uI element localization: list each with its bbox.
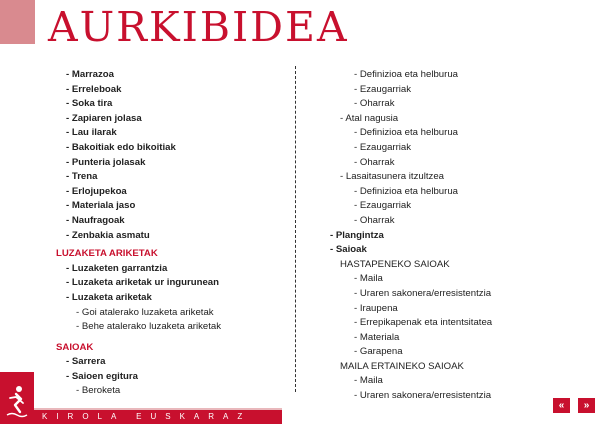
toc-item[interactable]: - Materiala jaso	[66, 200, 136, 212]
toc-item[interactable]: - Plangintza	[330, 229, 384, 241]
toc-subitem[interactable]: - Definizioa eta helburua	[354, 185, 458, 197]
toc-item[interactable]: - Luzaketen garrantzia	[66, 262, 168, 274]
next-page-button[interactable]: »	[578, 398, 595, 413]
toc-left-column	[56, 68, 286, 399]
toc-subitem[interactable]: - Definizioa eta helburua	[354, 127, 458, 139]
toc-item[interactable]: - Saioen egitura	[66, 370, 138, 382]
toc-item[interactable]: - Punteria jolasak	[66, 156, 146, 168]
toc-section-heading[interactable]: SAIOAK	[56, 341, 94, 353]
toc-section-heading[interactable]: LUZAKETA ARIKETAK	[56, 248, 158, 260]
toc-item[interactable]: - Sarrera	[66, 356, 106, 368]
toc-subitem[interactable]: - Iraupena	[354, 302, 398, 314]
toc-subitem[interactable]: - Lasaitasunera itzultzea	[340, 171, 444, 183]
toc-item[interactable]: - Saioak	[330, 244, 367, 256]
previous-page-button[interactable]: «	[553, 398, 570, 413]
toc-subitem[interactable]: - Ezaugarriak	[354, 141, 412, 153]
swimmer-logo-icon	[5, 384, 29, 418]
toc-item[interactable]: - Erlojupekoa	[66, 185, 127, 197]
toc-subitem[interactable]: - Ezaugarriak	[354, 200, 412, 212]
logo-box	[0, 372, 34, 422]
page-title: AURKIBIDEA	[48, 3, 349, 51]
toc-subitem[interactable]: - Definizioa eta helburua	[354, 69, 458, 80]
toc-subitem[interactable]: - Maila	[354, 375, 383, 387]
toc-item[interactable]: - Zapiaren jolasa	[66, 112, 142, 124]
toc-subitem[interactable]: - Behe atalerako luzaketa ariketak	[76, 321, 222, 333]
toc-item[interactable]: - Luzaketa ariketak	[66, 291, 152, 303]
toc-item[interactable]: - Lau ilarak	[66, 127, 117, 139]
toc-subitem[interactable]: - Maila	[354, 273, 383, 285]
toc-subheading[interactable]: HASTAPENEKO SAIOAK	[340, 258, 450, 270]
footer-text: KIROLA EUSKARAZ	[42, 412, 252, 421]
toc-subitem[interactable]: - Beroketa	[76, 385, 121, 397]
toc-subitem[interactable]: - Goi atalerako luzaketa ariketak	[76, 306, 214, 318]
toc-item[interactable]: - Luzaketa ariketak ur ingurunean	[66, 277, 220, 289]
toc-subitem[interactable]: - Oharrak	[354, 98, 395, 110]
toc-subitem[interactable]: - Oharrak	[354, 214, 395, 226]
toc-item[interactable]: - Zenbakia asmatu	[66, 229, 150, 241]
toc-item[interactable]: - Naufragoak	[66, 214, 125, 226]
toc-item[interactable]: - Bakoitiak edo bikoitiak	[66, 141, 176, 153]
toc-item[interactable]: - Soka tira	[66, 98, 113, 110]
toc-item[interactable]: - Trena	[66, 171, 98, 183]
toc-subitem[interactable]: - Ezaugarriak	[354, 83, 412, 95]
toc-subitem[interactable]: - Garapena	[354, 346, 403, 358]
toc-subheading[interactable]: MAILA ERTAINEKO SAIOAK	[340, 360, 464, 372]
toc-subitem[interactable]: - Atal nagusia	[340, 112, 399, 124]
header-color-block	[0, 0, 35, 44]
toc-item[interactable]: - Marrazoa	[66, 69, 114, 80]
toc-subitem[interactable]: - Uraren sakonera/erresistentzia	[354, 390, 492, 402]
toc-subitem[interactable]: - Materiala	[354, 331, 400, 343]
column-divider	[295, 66, 296, 392]
toc-subitem[interactable]: - Errepikapenak eta intentsitatea	[354, 317, 493, 329]
toc-right-column	[330, 68, 560, 404]
toc-item[interactable]: - Erreleboak	[66, 83, 122, 95]
toc-subitem[interactable]: - Oharrak	[354, 156, 395, 168]
toc-subitem[interactable]: - Uraren sakonera/erresistentzia	[354, 287, 492, 299]
